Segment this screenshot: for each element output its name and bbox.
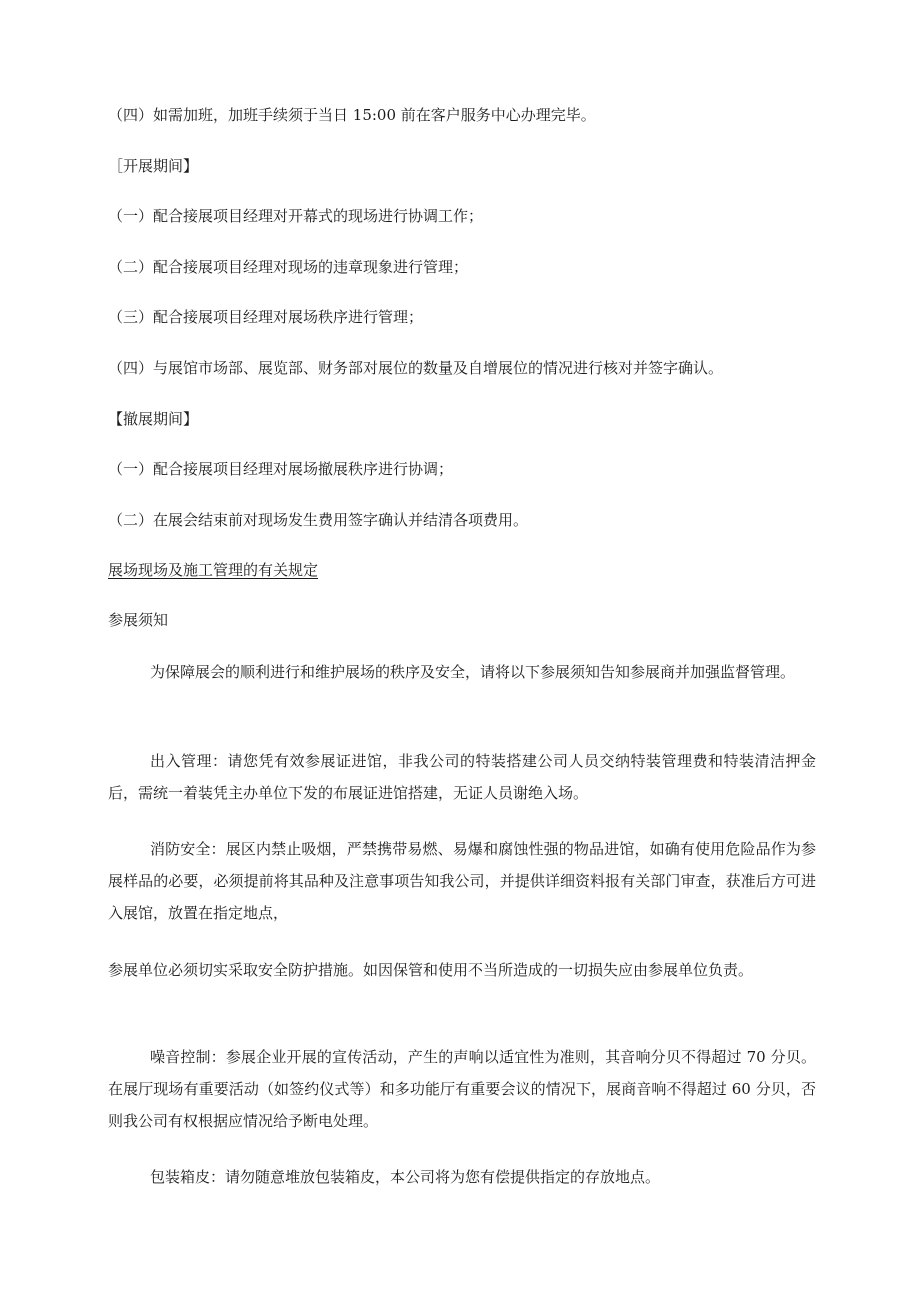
intro-paragraph: 为保障展会的顺利进行和维护展场的秩序及安全，请将以下参展须知告知参展商并加强监督管理。 (150, 663, 796, 681)
during-item-3: （三）配合接展项目经理对展场秩序进行管理； (108, 308, 424, 326)
removal-item-1: （一）配合接展项目经理对展场撤展秩序进行协调； (108, 460, 454, 478)
heading-during-exhibition: ［开展期间】 (108, 157, 199, 175)
fire-safety-continued: 参展单位必须切实采取安全防护措施。如因保管和使用不当所造成的一切损失应由参展单位负责。 (108, 961, 754, 979)
during-item-2: （二）配合接展项目经理对现场的违章现象进行管理； (108, 258, 469, 276)
packing-paragraph: 包装箱皮：请勿随意堆放包装箱皮，本公司将为您有偿提供指定的存放地点。 (150, 1168, 661, 1186)
overtime-item: （四）如需加班，加班手续须于当日 15:00 前在客户服务中心办理完毕。 (108, 106, 596, 124)
access-paragraph: 出入管理：请您凭有效参展证进馆，非我公司的特装搭建公司人员交纳特装管理费和特装清洁押金后，需统一着装凭主办单位下发的布展证进馆搭建，无证人员谢绝入场。 (108, 752, 816, 802)
during-item-1: （一）配合接展项目经理对开幕式的现场进行协调工作； (108, 207, 484, 225)
during-item-4: （四）与展馆市场部、展览部、财务部对展位的数量及自增展位的情况进行核对并签字确认。 (108, 359, 724, 377)
noise-control-paragraph: 噪音控制：参展企业开展的宣传活动，产生的声响以适宜性为准则，其音响分贝不得超过 70 分贝。在展厅现场有重要活动（如签约仪式等）和多功能厅有重要会议的情况下，展商音响不得超过 60 分贝，否则我公司有权根据应情况给予断电处理。 (108, 1048, 816, 1130)
heading-removal: 【撤展期间】 (108, 410, 199, 428)
notice-title: 参展须知 (108, 611, 169, 629)
section-link[interactable]: 展场现场及施工管理的有关规定 (108, 561, 319, 579)
removal-item-2: （二）在展会结束前对现场发生费用签字确认并结清各项费用。 (108, 511, 529, 529)
fire-safety-paragraph: 消防安全：展区内禁止吸烟，严禁携带易燃、易爆和腐蚀性强的物品进馆，如确有使用危险品作为参展样品的必要，必须提前将其品种及注意事项告知我公司，并提供详细资料报有关部门审查，获准后方可进入展馆，放置在指定地点， (108, 840, 816, 922)
